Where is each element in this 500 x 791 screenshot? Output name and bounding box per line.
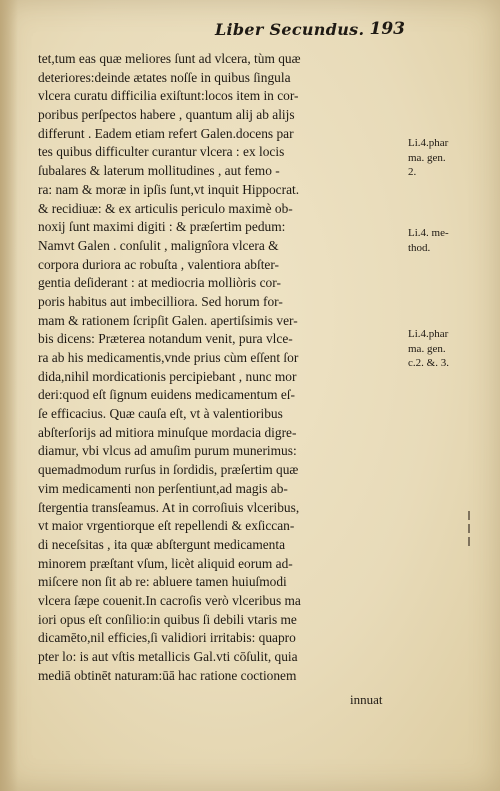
- page-number: 193: [369, 19, 405, 39]
- marginal-note: [408, 226, 496, 255]
- text-line: vim medicamenti non perſentiunt,ad magis ab-: [38, 480, 288, 496]
- body-text: [38, 50, 404, 685]
- text-line: deteriores:deinde ætates noſſe in quibus ſingula: [38, 69, 291, 85]
- marginal-note: [408, 136, 496, 180]
- text-line: Namvt Galen . conſulit , malignîora vlcera &: [38, 237, 279, 253]
- marginal-note-line: Li.4.phar: [408, 137, 449, 149]
- text-line: dicamēto,nil efficies,ſi validiori irritabis: quapro: [38, 630, 296, 646]
- text-line: ſubalares & laterum mollitudines , aut femo -: [38, 163, 280, 179]
- marginal-note-line: ma. gen.: [408, 151, 446, 164]
- page-header: [215, 20, 415, 44]
- text-line: poribus perſpectos habere , quantum alij ab alijs: [38, 107, 295, 123]
- text-line: quemadmodum rurſus in ſordidis, præſertim quæ: [38, 462, 299, 478]
- text-line: corpora duriora ac robuſta , valentiora abſter-: [38, 256, 280, 272]
- binding-gutter-shadow: [0, 0, 18, 791]
- text-line: vt maior vrgentiorque eſt repellendi & exſiccan-: [38, 518, 295, 534]
- text-line: noxij ſunt maximi digiti : & præſertim pedum:: [38, 219, 286, 235]
- show-through-mark: [468, 537, 470, 546]
- text-line: gentia deſiderant : at mediocria molliòris cor-: [38, 275, 281, 291]
- text-line: abſterſorijs ad mitiora minuſque mordacia digre-: [38, 424, 297, 440]
- marginal-note-line: Li.4.phar: [408, 328, 449, 340]
- text-line: poris habitus aut imbecilliora. Sed horum for-: [38, 293, 283, 309]
- marginal-note-line: 2.: [408, 166, 417, 178]
- text-line: miſcere non ſit ab re: abluere tamen huiuſmodi: [38, 574, 287, 590]
- running-head: Liber Secundus.: [215, 20, 365, 39]
- text-line: vlcera curatu difficilia exiſtunt:locos item in cor-: [38, 88, 299, 104]
- marginal-note-line: c.2. &. 3.: [408, 357, 449, 369]
- text-line: ra: nam & moræ in ipſis ſunt,vt inquit Hippocrat.: [38, 181, 300, 197]
- marginal-note-line: Li.4. me-: [408, 227, 449, 239]
- text-line: bis dicens: Præterea notandum venit, pura vlce-: [38, 331, 293, 347]
- text-line: minorem præſtant vſum, licèt aliquid eorum ad-: [38, 555, 293, 571]
- text-line: ſe efficacius. Quæ cauſa eſt, vt à valentioribus: [38, 406, 283, 422]
- show-through-mark: [468, 511, 470, 520]
- text-line: tet,tum eas quæ meliores ſunt ad vlcera, tùm quæ: [38, 51, 301, 66]
- text-line: & recidiuæ: & ex articulis periculo maximè ob-: [38, 200, 293, 216]
- text-line: diamur, vbi vlcus ad amuſim purum munerimus:: [38, 443, 297, 459]
- text-line: iori opus eſt conſilio:in quibus ſi debili vtaris me: [38, 611, 297, 627]
- show-through-mark: [468, 524, 470, 533]
- text-line: ra ab his medicamentis,vnde prius cùm eſſent ſor: [38, 350, 299, 365]
- marginal-note-line: thod.: [408, 241, 431, 254]
- text-line: di neceſsitas , ita quæ abſtergunt medicamenta: [38, 536, 286, 552]
- marginal-note-line: ma. gen.: [408, 342, 446, 355]
- text-line: dida,nihil mordicationis percipiebant , nunc mor: [38, 368, 297, 384]
- text-line: differunt . Eadem etiam refert Galen.docens par: [38, 125, 294, 141]
- text-line: deri:quod eſt ſignum euidens medicamentum eſ-: [38, 387, 295, 403]
- text-line: mediā obtinēt naturam:ūā hac ratione coctionem: [38, 667, 297, 683]
- text-line: vlcera ſæpe couenit.In cacroſis verò vlceribus ma: [38, 592, 301, 608]
- text-line: tes quibus difficulter curantur vlcera : ex locis: [38, 144, 285, 160]
- text-line: mam & rationem ſcripſit Galen. apertiſsimis ver-: [38, 312, 298, 328]
- show-through-marks: [466, 508, 472, 548]
- text-line: ſtergentia transſeamus. At in corroſiuis vlceribus,: [38, 499, 300, 515]
- text-line: pter lo: is aut vſtis metallicis Gal.vti cōſulit, quia: [38, 649, 298, 664]
- marginal-note: [408, 327, 496, 371]
- catchword: innuat: [350, 692, 383, 707]
